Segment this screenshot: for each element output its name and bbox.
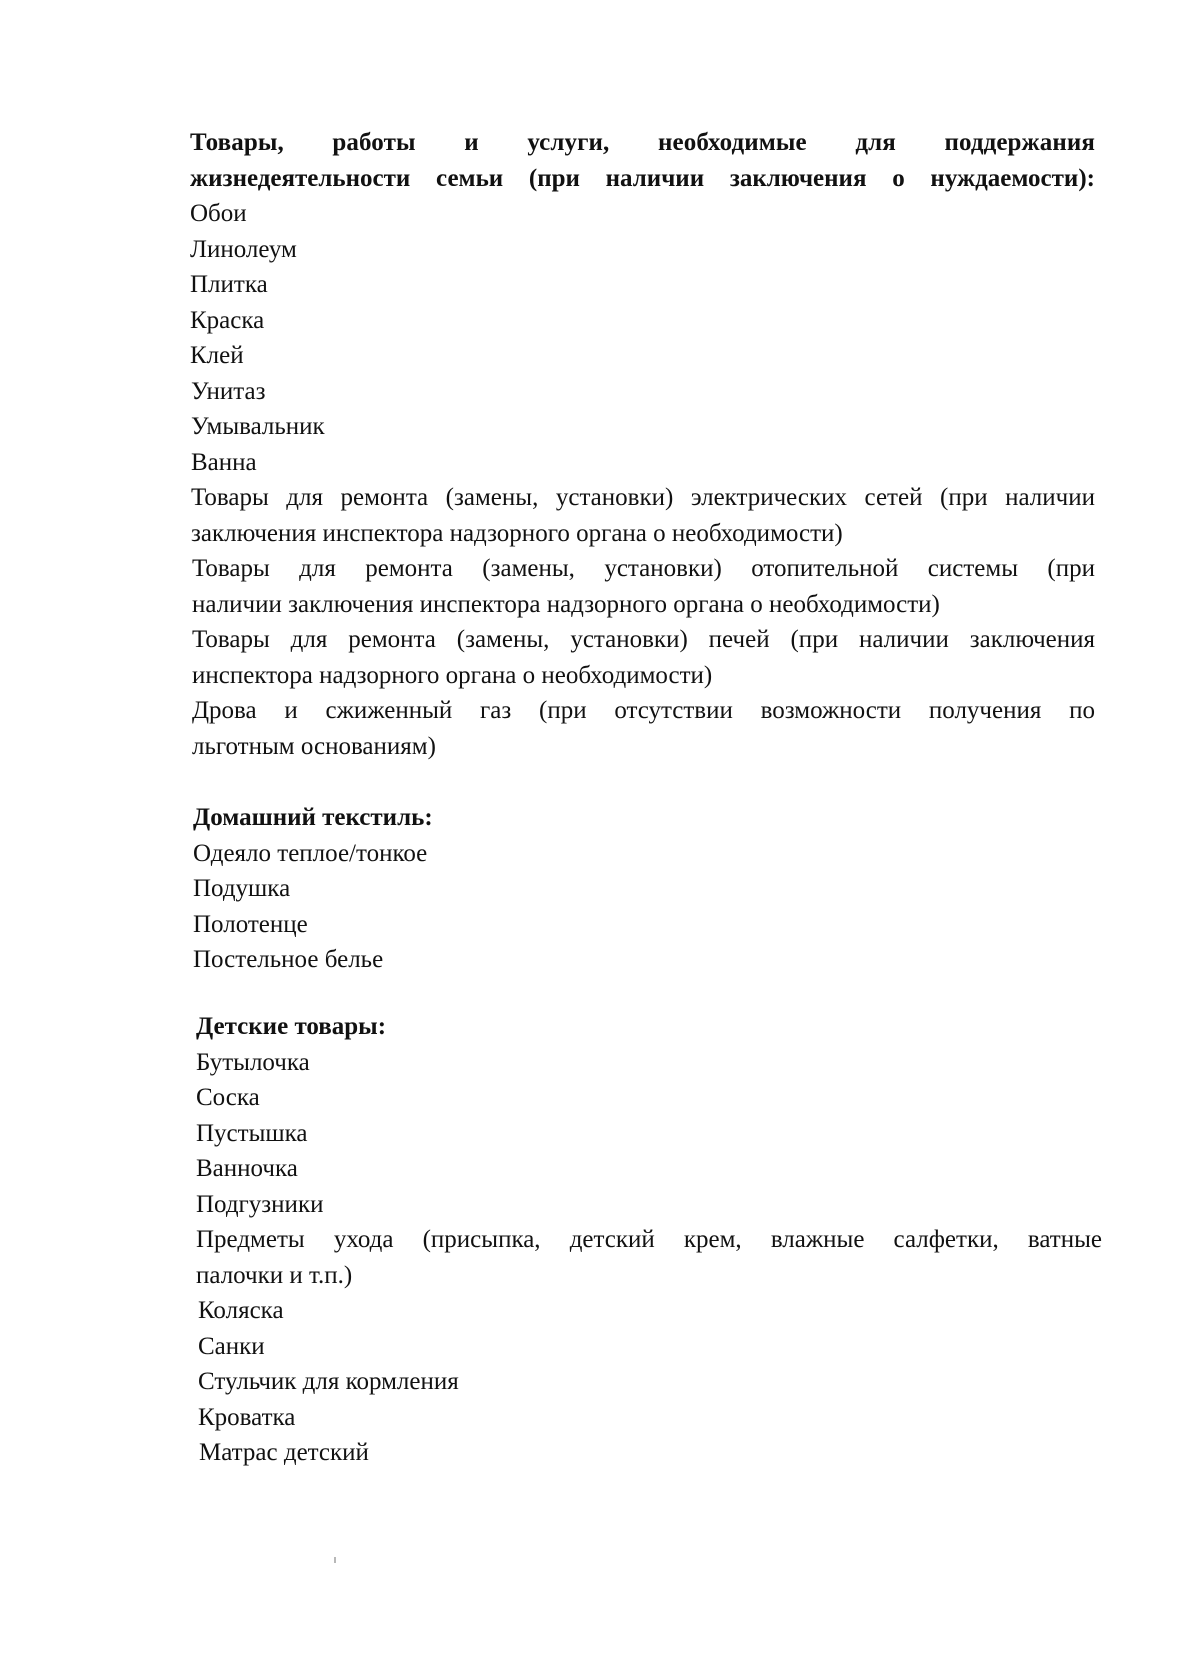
list-item: Ванна bbox=[191, 448, 257, 476]
section-heading: Детские товары: bbox=[196, 1013, 387, 1040]
section-heading: Домашний текстиль: bbox=[193, 804, 433, 831]
section-childrens-goods bbox=[196, 1009, 1102, 1471]
list-item: Кроватка bbox=[198, 1403, 296, 1431]
list-item: Соска bbox=[196, 1084, 260, 1111]
list-item-long-line-2: наличии заключения инспектора надзорного органа о необходимости) bbox=[192, 590, 940, 618]
section-home-textile bbox=[193, 800, 893, 978]
list-item-long-line-2: заключения инспектора надзорного органа о необходимости) bbox=[191, 519, 843, 547]
list-item-long-line-2: палочки и т.п.) bbox=[196, 1261, 353, 1289]
list-item: Линолеум bbox=[190, 235, 297, 263]
list-item: Краска bbox=[190, 306, 265, 334]
section-goods-works-services bbox=[190, 125, 1095, 764]
list-item-long-line-1: Предметы ухода (присыпка, детский крем, влажные салфетки, ватные bbox=[196, 1226, 1102, 1253]
list-item: Стульчик для кормления bbox=[198, 1368, 459, 1395]
list-item-long-line-1: Товары для ремонта (замены, установки) печей (при наличии заключения bbox=[192, 626, 1095, 653]
list-item: Подушка bbox=[193, 875, 291, 902]
list-item: Санки bbox=[198, 1332, 265, 1360]
list-item: Матрас детский bbox=[199, 1439, 369, 1466]
list-item-long-line-1: Дрова и сжиженный газ (при отсутствии возможности получения по bbox=[192, 697, 1095, 724]
section-title-line-1: Товары, работы и услуги, необходимые для поддержания bbox=[190, 129, 1095, 156]
list-item-long-line-2: льготным основаниям) bbox=[192, 732, 436, 760]
list-item: Обои bbox=[190, 200, 247, 227]
list-item: Полотенце bbox=[193, 910, 308, 938]
list-item: Умывальник bbox=[191, 413, 325, 440]
list-item: Подгузники bbox=[196, 1190, 324, 1218]
scan-speck bbox=[334, 1557, 336, 1563]
list-item-long-line-1: Товары для ремонта (замены, установки) отопительной системы (при bbox=[192, 555, 1095, 582]
list-item: Одеяло теплое/тонкое bbox=[193, 839, 428, 867]
list-item: Коляска bbox=[198, 1297, 284, 1324]
list-item: Постельное белье bbox=[193, 946, 384, 973]
list-item: Ванночка bbox=[196, 1155, 298, 1182]
list-item-long-line-2: инспектора надзорного органа о необходимости) bbox=[192, 661, 713, 689]
list-item: Бутылочка bbox=[196, 1048, 310, 1076]
section-title-line-2: жизнедеятельности семьи (при наличии заключения о нуждаемости): bbox=[190, 164, 1095, 192]
list-item: Унитаз bbox=[191, 377, 266, 405]
list-item-long-line-1: Товары для ремонта (замены, установки) электрических сетей (при наличии bbox=[191, 484, 1095, 511]
list-item: Плитка bbox=[190, 271, 268, 298]
list-item: Клей bbox=[190, 342, 244, 369]
list-item: Пустышка bbox=[196, 1119, 308, 1147]
